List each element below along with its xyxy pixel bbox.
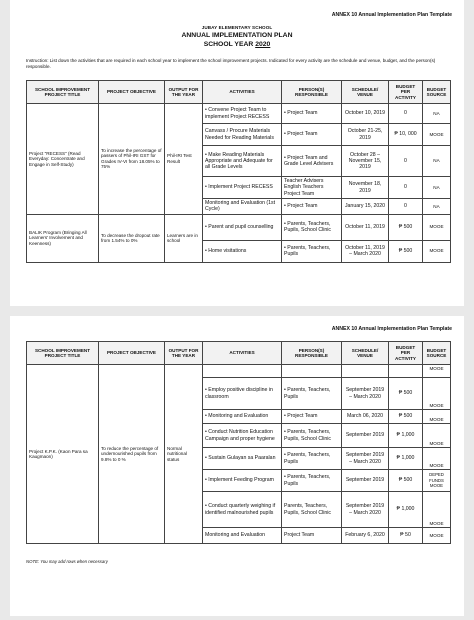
source-cell: NA — [423, 146, 451, 177]
persons-cell: • Parents, Teachers, Pupils, School Clinic — [282, 424, 342, 448]
header-project-title: SCHOOL IMPROVEMENT PROJECT TITLE — [27, 81, 99, 104]
activity-cell: • Conduct Nutrition Education Campaign and proper hygiene — [203, 424, 282, 448]
header-activities: ACTIVITIES — [203, 81, 282, 104]
schedule-cell: January 15, 2020 — [342, 199, 389, 215]
objective-cell: To increase the percentage of passers of Phil-IRI GST for Grades IV-VI from 18.05% to 75% — [99, 104, 165, 215]
budget-cell: ₱ 500 — [389, 378, 423, 410]
header-objective: PROJECT OBJECTIVE — [99, 81, 165, 104]
schedule-cell: October 10, 2019 — [342, 104, 389, 124]
table-header-row — [27, 342, 451, 365]
source-cell: MOOE — [423, 214, 451, 240]
persons-cell: Teacher Advisers English Teachers Project Team — [282, 177, 342, 199]
activity-cell: • Sustain Gulayan sa Paaralan — [203, 448, 282, 470]
activity-cell: Canvass / Procure Materials Needed for Reading Materials — [203, 124, 282, 146]
schedule-cell — [342, 365, 389, 378]
activity-cell: • Monitoring and Evaluation — [203, 410, 282, 424]
activity-cell: • Conduct quarterly weighing if identified malnourished pupils — [203, 492, 282, 528]
project-title-cell: BALIK Program (Bringing All Learners' Involvement and Keenness) — [27, 214, 99, 262]
plan-title: ANNUAL IMPLEMENTATION PLAN — [181, 32, 293, 39]
budget-cell: ₱ 1,000 — [389, 492, 423, 528]
activity-cell: • Implement Feeding Program — [203, 470, 282, 492]
school-year-title — [10, 41, 464, 48]
document-page-2 — [10, 316, 464, 616]
activity-cell: • Home visitations — [203, 240, 282, 262]
header-budget: BUDGET PER ACTIVITY — [389, 81, 423, 104]
persons-cell: • Project Team — [282, 124, 342, 146]
budget-cell: 0 — [389, 199, 423, 215]
header-project-title: SCHOOL IMPROVEMENT PROJECT TITLE — [27, 342, 99, 365]
implementation-plan-table-2 — [26, 341, 451, 544]
header-activities: ACTIVITIES — [203, 342, 282, 365]
school-name: JUBAY ELEMENTARY SCHOOL — [201, 25, 273, 30]
schedule-cell: September 2019 – March 2020 — [342, 378, 389, 410]
source-cell: MOOE — [423, 410, 451, 424]
source-cell: MOOE — [423, 240, 451, 262]
output-cell: Learners are in school — [165, 214, 203, 262]
persons-cell: • Project Team — [282, 199, 342, 215]
source-cell: MOOE — [423, 365, 451, 378]
header-output: OUTPUT FOR THE YEAR — [165, 342, 203, 365]
output-cell: Phil-IRI Test Result — [165, 104, 203, 215]
header-source: BUDGET SOURCE — [423, 81, 451, 104]
project-title-cell: Project K.P.K. (Kaon Para sa Kaugmaon) — [27, 365, 99, 544]
header-budget: BUDGET PER ACTIVITY — [389, 342, 423, 365]
persons-cell: Parents, Teachers, Pupils, School Clinic — [282, 492, 342, 528]
budget-cell: ₱ 10, 000 — [389, 124, 423, 146]
header-schedule: SCHEDULE/ VENUE — [342, 342, 389, 365]
school-year-label: SCHOOL YEAR — [203, 41, 254, 48]
budget-cell: ₱ 500 — [389, 470, 423, 492]
schedule-cell: November 18, 2019 — [342, 177, 389, 199]
implementation-plan-table-1 — [26, 80, 451, 263]
activity-cell: Monitoring and Evaluation — [203, 528, 282, 544]
persons-cell — [282, 365, 342, 378]
budget-cell: ₱ 500 — [389, 410, 423, 424]
table-row — [27, 365, 451, 378]
source-cell: MOOE — [423, 492, 451, 528]
objective-cell: To decrease the dropout rate from 1.54% to 0% — [99, 214, 165, 262]
persons-cell: Project Team — [282, 528, 342, 544]
activity-cell: • Employ positive discipline in classroom — [203, 378, 282, 410]
header-source: BUDGET SOURCE — [423, 342, 451, 365]
source-cell: DEPED FUNDS MOOE — [423, 470, 451, 492]
document-page-1 — [10, 0, 464, 306]
persons-cell: • Parents, Teachers, Pupils — [282, 448, 342, 470]
output-cell: Normal nutritional status — [165, 365, 203, 544]
table-header-row — [27, 81, 451, 104]
activity-cell: • Convene Project Team to implement Project RECESS — [203, 104, 282, 124]
persons-cell: • Parents, Teachers, Pupils — [282, 240, 342, 262]
source-cell: NA — [423, 104, 451, 124]
source-cell: MOOE — [423, 448, 451, 470]
persons-cell: • Parents, Teachers, Pupils — [282, 378, 342, 410]
header-persons: PERSON(S) RESPONSIBLE — [282, 81, 342, 104]
activity-cell — [203, 365, 282, 378]
table-row — [27, 214, 451, 240]
activity-cell: • Implement Project RECESS — [203, 177, 282, 199]
budget-cell: ₱ 500 — [389, 214, 423, 240]
header-persons: PERSON(S) RESPONSIBLE — [282, 342, 342, 365]
source-cell: NA — [423, 199, 451, 215]
budget-cell: 0 — [389, 104, 423, 124]
activity-cell: Monitoring and Evaluation (1st Cycle) — [203, 199, 282, 215]
budget-cell: ₱ 1,000 — [389, 424, 423, 448]
schedule-cell: September 2019 — [342, 424, 389, 448]
schedule-cell: September 2019 – March 2020 — [342, 448, 389, 470]
source-cell: NA — [423, 177, 451, 199]
project-title-cell: Project "RECESS" (Read Everyday: Concentrate and Engage in Self-Study) — [27, 104, 99, 215]
persons-cell: • Parents, Teachers, Pupils, School Clinic — [282, 214, 342, 240]
budget-cell: 0 — [389, 177, 423, 199]
activity-cell: • Make Reading Materials Appropriate and Adequate for all Grade Levels — [203, 146, 282, 177]
schedule-cell: October 21-25, 2019 — [342, 124, 389, 146]
budget-cell: ₱ 1,000 — [389, 448, 423, 470]
schedule-cell: September 2019 – March 2020 — [342, 492, 389, 528]
source-cell: MOOE — [423, 124, 451, 146]
header-output: OUTPUT FOR THE YEAR — [165, 81, 203, 104]
source-cell: MOOE — [423, 378, 451, 410]
persons-cell: • Project Team and Grade Level Advisers — [282, 146, 342, 177]
schedule-cell: October 11, 2019 — [342, 214, 389, 240]
source-cell: MOOE — [423, 424, 451, 448]
instruction-text: Instruction: List down the activities that are required in each school year to implement the school improvement projects. Indicated for every activity are the schedule and venue, budget, and the person(s) responsible. — [26, 58, 436, 69]
budget-cell: ₱ 500 — [389, 240, 423, 262]
objective-cell: To reduce the percentage of undernourished pupils from 9.8% to 0 % — [99, 365, 165, 544]
header-schedule: SCHEDULE/ VENUE — [342, 81, 389, 104]
budget-cell: 0 — [389, 146, 423, 177]
persons-cell: • Project Team — [282, 410, 342, 424]
activity-cell: • Parent and pupil counselling — [203, 214, 282, 240]
schedule-cell: October 11, 2019 – March 2020 — [342, 240, 389, 262]
table-row — [27, 104, 451, 124]
persons-cell: • Parents, Teachers, Pupils — [282, 470, 342, 492]
school-year-value: 2020 — [255, 41, 271, 48]
schedule-cell: October 28 – November 15, 2019 — [342, 146, 389, 177]
schedule-cell: September 2019 — [342, 470, 389, 492]
budget-cell — [389, 365, 423, 378]
persons-cell: • Project Team — [282, 104, 342, 124]
source-cell: MOOE — [423, 528, 451, 544]
schedule-cell: February 6, 2020 — [342, 528, 389, 544]
annex-label: ANNEX 10 Annual Implementation Plan Template — [331, 326, 452, 332]
schedule-cell: March 06, 2020 — [342, 410, 389, 424]
budget-cell: ₱ 50 — [389, 528, 423, 544]
note-text: NOTE: You may add rows when necessary — [26, 559, 108, 564]
header-objective: PROJECT OBJECTIVE — [99, 342, 165, 365]
annex-label: ANNEX 10 Annual Implementation Plan Template — [331, 12, 452, 18]
